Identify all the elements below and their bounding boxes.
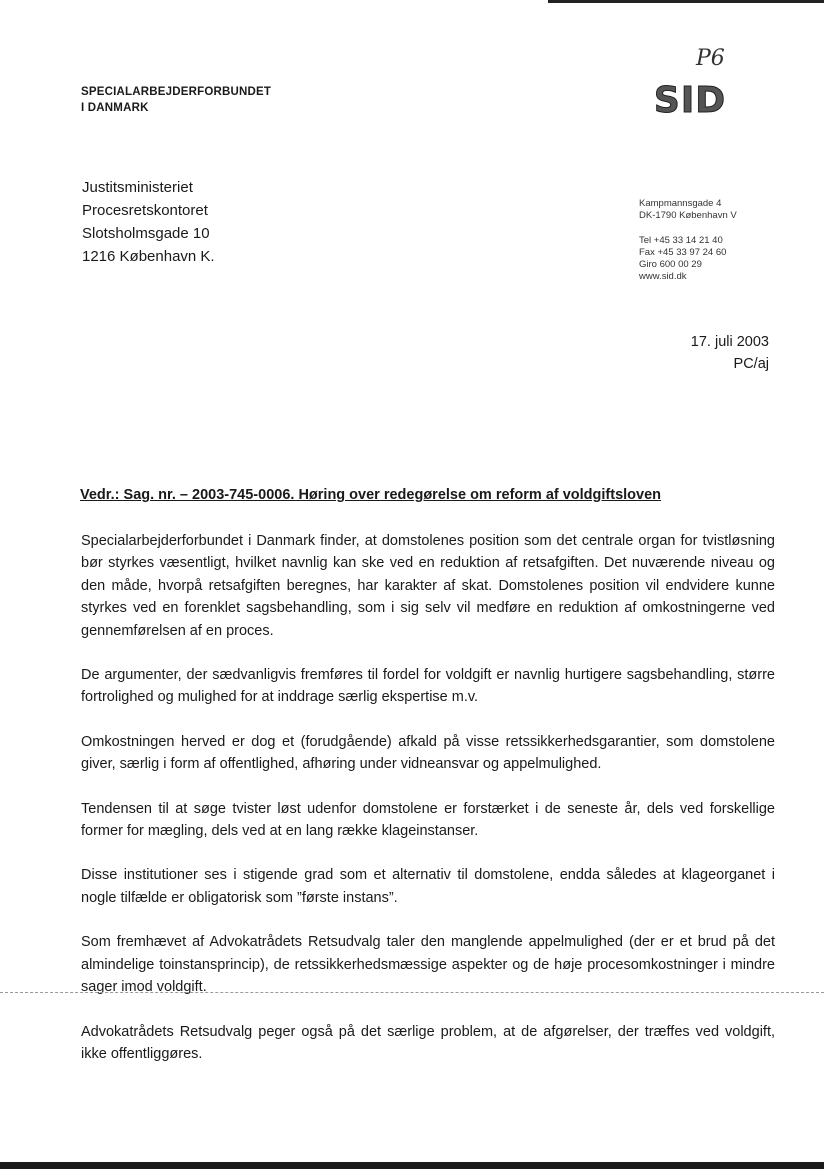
recipient-line: Slotsholmsgade 10 xyxy=(82,225,210,242)
recipient-line: Procesretskontoret xyxy=(82,202,208,219)
org-name-line2: I DANMARK xyxy=(81,102,149,114)
body-paragraph: Omkostningen herved er dog et (forudgående) afkald på visse retssikkerhedsgarantier, som domstolene giver, særlig i form af offentlighed, afhøring under vidneansvar og appelmulighed. xyxy=(81,733,775,773)
organization-name xyxy=(81,84,271,116)
recipient-line: Justitsministeriet xyxy=(82,179,193,196)
sid-logo xyxy=(632,82,748,116)
letter-body xyxy=(81,530,775,1087)
top-edge-rule xyxy=(548,0,824,3)
sender-contact-block xyxy=(639,198,737,283)
sender-fax: Fax +45 33 97 24 60 xyxy=(639,247,727,258)
org-name-line1: SPECIALARBEJDERFORBUNDET xyxy=(81,86,272,98)
body-paragraph: Som fremhævet af Advokatrådets Retsudvalg taler den manglende appelmulighed (der er et brud på det almindelige toinstansprincip), de retssikkerhedsmæssige aspekter og de høje procesomkostninger i mindre sager imod voldgift. xyxy=(81,934,775,996)
sender-phone: Tel +45 33 14 21 40 xyxy=(639,235,723,246)
bottom-edge-rule xyxy=(0,1162,824,1169)
date-block xyxy=(691,331,769,375)
body-paragraph: Advokatrådets Retsudvalg peger også på det særlige problem, at de afgørelser, der træffes ved voldgift, ikke offentliggøres. xyxy=(81,1023,775,1062)
body-paragraph: De argumenter, der sædvanligvis fremføres til fordel for voldgift er navnlig hurtigere sagsbehandling, større fortrolighed og mulighed for at inddrage særlig ekspertise m.v. xyxy=(81,667,775,706)
scan-fold-line xyxy=(0,992,824,993)
recipient-address xyxy=(82,176,215,268)
body-paragraph: Specialarbejderforbundet i Danmark finder, at domstolenes position som det centrale organ for tvistløsning bør styrkes væsentligt, hvilket navnlig kan ske ved en reduktion af retsafgiften. Det nuværende niveau og den måde, hvorpå retsafgiften beregnes, har karakter af skat. Domstolenes position vil endvidere kunne styrkes ved en forenklet sagsbehandling, som i sig selv vil medføre en reduktion af omkostningerne ved gennemførelsen af en proces. xyxy=(81,533,775,639)
subject-line: Vedr.: Sag. nr. – 2003-745-0006. Høring over redegørelse om reform af voldgiftsloven xyxy=(80,487,662,503)
sender-address-line: Kampmannsgade 4 xyxy=(639,198,722,209)
letter-date: 17. juli 2003 xyxy=(690,334,769,350)
sender-website: www.sid.dk xyxy=(639,271,687,282)
handwritten-page-note: P6 xyxy=(696,46,725,71)
reference-initials: PC/aj xyxy=(733,356,769,372)
body-paragraph: Tendensen til at søge tvister løst udenfor domstolene er forstærket i de seneste år, dels ved forskellige former for mægling, dels ved at en lang række klageinstanser. xyxy=(81,800,775,840)
sender-giro: Giro 600 00 29 xyxy=(639,259,702,270)
logo-text: SID xyxy=(653,82,727,116)
sender-address-line: DK-1790 København V xyxy=(639,210,737,221)
recipient-line: 1216 København K. xyxy=(82,248,215,265)
body-paragraph: Disse institutioner ses i stigende grad som et alternativ til domstolene, endda således at klageorganet i nogle tilfælde er obligatorisk som ”første instans”. xyxy=(81,867,775,906)
